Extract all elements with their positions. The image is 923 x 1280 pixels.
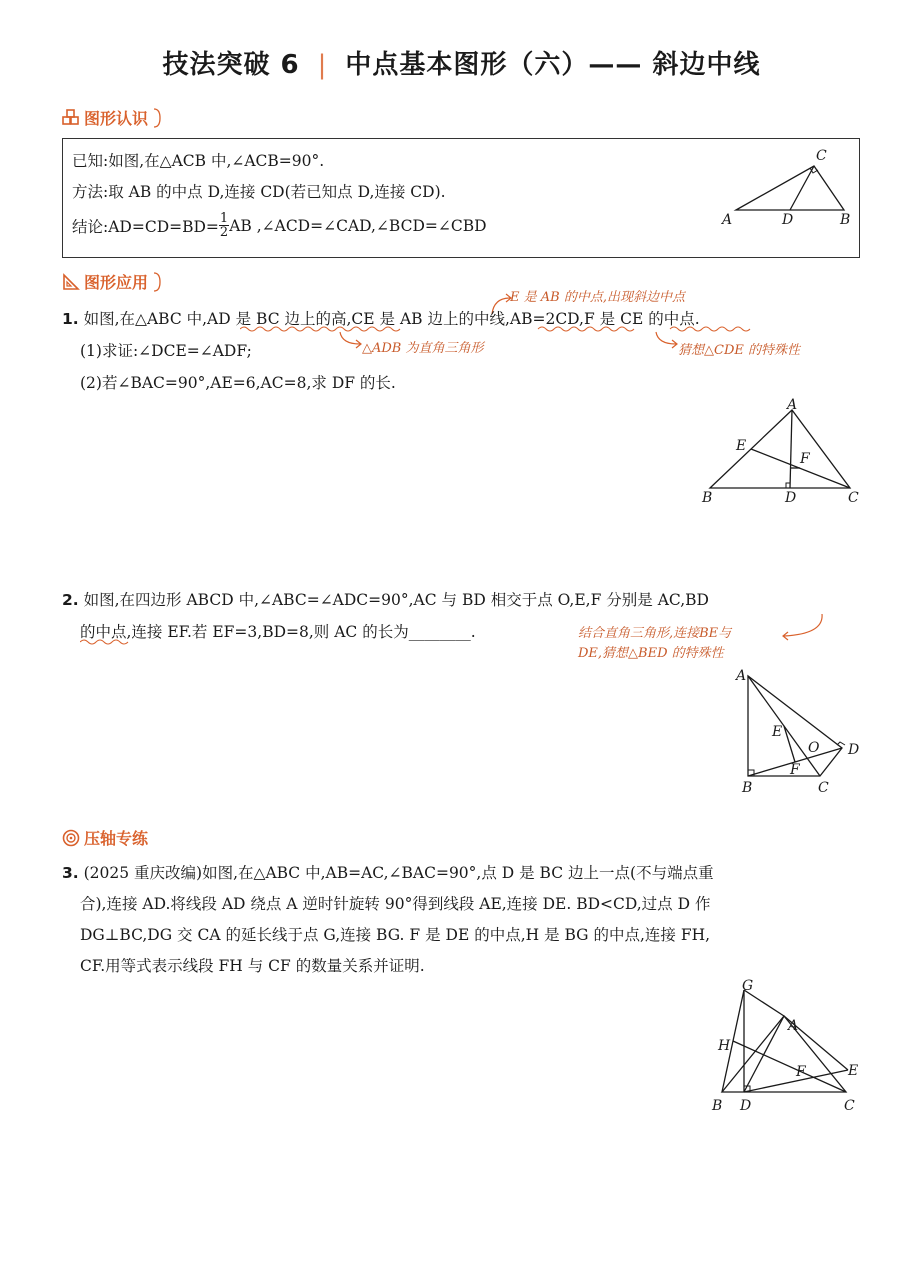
label-E: E xyxy=(848,1063,859,1079)
cubes-icon xyxy=(62,109,80,127)
p2-wavy-underline xyxy=(80,638,160,646)
p3-line-4: CF.用等式表示线段 FH 与 CF 的数量关系并证明. xyxy=(80,957,425,975)
p3-line-1 xyxy=(62,861,714,883)
p1-note-guess: 猜想△CDE 的特殊性 xyxy=(678,343,800,358)
p1-line-2: (1)求证:∠DCE=∠ADF; xyxy=(80,342,252,360)
intro-conclusion-pre: 结论:AD=CD=BD= xyxy=(72,217,219,236)
label-F: F xyxy=(796,1064,806,1080)
set-square-icon xyxy=(62,273,80,291)
page-title xyxy=(0,44,923,81)
p2-number: 2. xyxy=(62,591,79,609)
section-title: 图形认识 xyxy=(84,109,149,128)
p1-line-3: (2)若∠BAC=90°,AE=6,AC=8,求 DF 的长. xyxy=(80,374,396,392)
p2-note-arrow xyxy=(770,612,830,642)
title-separator: | xyxy=(317,50,328,80)
label-D: D xyxy=(848,742,860,758)
label-C: C xyxy=(844,1098,855,1114)
figure-right-triangle xyxy=(714,144,854,232)
label-A: A xyxy=(722,212,733,228)
intro-line-1: 已知:如图,在△ACB 中,∠ACB=90°. xyxy=(72,152,325,170)
figure-triangle-abc-1 xyxy=(698,396,866,508)
label-C: C xyxy=(816,148,827,164)
p1-note-arrow-3 xyxy=(650,330,680,354)
p1-wavy-underlines xyxy=(240,325,840,333)
p3-text-1: (2025 重庆改编)如图,在△ABC 中,AB=AC,∠BAC=90°,点 D 是 BC 边上一点(不与端点重 xyxy=(83,864,714,882)
figure-quadrilateral-abcd xyxy=(732,666,868,798)
section-header-apply xyxy=(62,270,164,293)
p2-note-1: 结合直角三角形,连接BE与 xyxy=(578,626,732,641)
p2-line-1 xyxy=(62,588,709,610)
p1-number: 1. xyxy=(62,310,79,328)
p1-note-right-triangle: △ADB 为直角三角形 xyxy=(362,341,484,356)
figure-triangle-abc-3 xyxy=(706,976,870,1120)
p3-line-3: DG⊥BC,DG 交 CA 的延长线于点 G,连接 BG. F 是 DE 的中点,H 是 BG 的中点,连接 FH, xyxy=(80,926,711,944)
label-B: B xyxy=(840,212,851,228)
section-title: 图形应用 xyxy=(84,273,149,292)
p1-note-arrow-2 xyxy=(334,330,364,354)
title-left: 技法突破 6 xyxy=(162,50,300,80)
intro-line-3 xyxy=(72,212,487,239)
label-C: C xyxy=(848,490,859,506)
section-title: 压轴专练 xyxy=(84,829,149,848)
p2-text-1: 如图,在四边形 ABCD 中,∠ABC=∠ADC=90°,AC 与 BD 相交于点 O,E,F 分别是 AC,BD xyxy=(83,591,709,609)
section-header-recognize xyxy=(62,106,164,129)
p1-note-midpoint: E 是 AB 的中点,出现斜边中点 xyxy=(510,290,685,305)
label-F: F xyxy=(800,451,810,467)
label-A: A xyxy=(787,397,798,413)
label-E: E xyxy=(772,724,783,740)
label-F: F xyxy=(790,762,800,778)
fraction-denominator: 2 xyxy=(219,225,229,240)
label-A: A xyxy=(788,1018,799,1034)
title-right: 中点基本图形（六）—— 斜边中线 xyxy=(345,50,761,80)
label-H: H xyxy=(718,1038,731,1054)
section-bracket xyxy=(152,107,164,129)
label-B: B xyxy=(702,490,713,506)
label-O: O xyxy=(808,740,820,756)
label-B: B xyxy=(742,780,753,796)
target-icon xyxy=(62,829,80,847)
p3-line-2: 合),连接 AD.将线段 AD 绕点 A 逆时针旋转 90°得到线段 AE,连接 DE. BD<CD,过点 D 作 xyxy=(80,895,711,913)
label-G: G xyxy=(742,978,754,994)
p1-text-1: 如图,在△ABC 中,AD 是 BC 边上的高,CE 是 AB 边上的中线,AB=2CD,F 是 CE 的中点. xyxy=(83,310,700,328)
label-D: D xyxy=(785,490,797,506)
label-C: C xyxy=(818,780,829,796)
label-D: D xyxy=(782,212,794,228)
label-D: D xyxy=(740,1098,752,1114)
p3-number: 3. xyxy=(62,864,79,882)
label-B: B xyxy=(712,1098,723,1114)
p2-line-2: 的中点,连接 EF.若 EF=3,BD=8,则 AC 的长为________. xyxy=(80,623,476,641)
section-bracket xyxy=(152,271,164,293)
intro-conclusion-post: AB ,∠ACD=∠CAD,∠BCD=∠CBD xyxy=(229,216,487,235)
label-A: A xyxy=(736,668,747,684)
label-E: E xyxy=(736,438,747,454)
fraction-half xyxy=(219,212,229,239)
fraction-numerator: 1 xyxy=(219,211,229,226)
intro-line-2: 方法:取 AB 的中点 D,连接 CD(若已知点 D,连接 CD). xyxy=(72,183,446,201)
section-header-final xyxy=(62,826,148,849)
p2-note-2: DE,猜想△BED 的特殊性 xyxy=(578,646,724,661)
